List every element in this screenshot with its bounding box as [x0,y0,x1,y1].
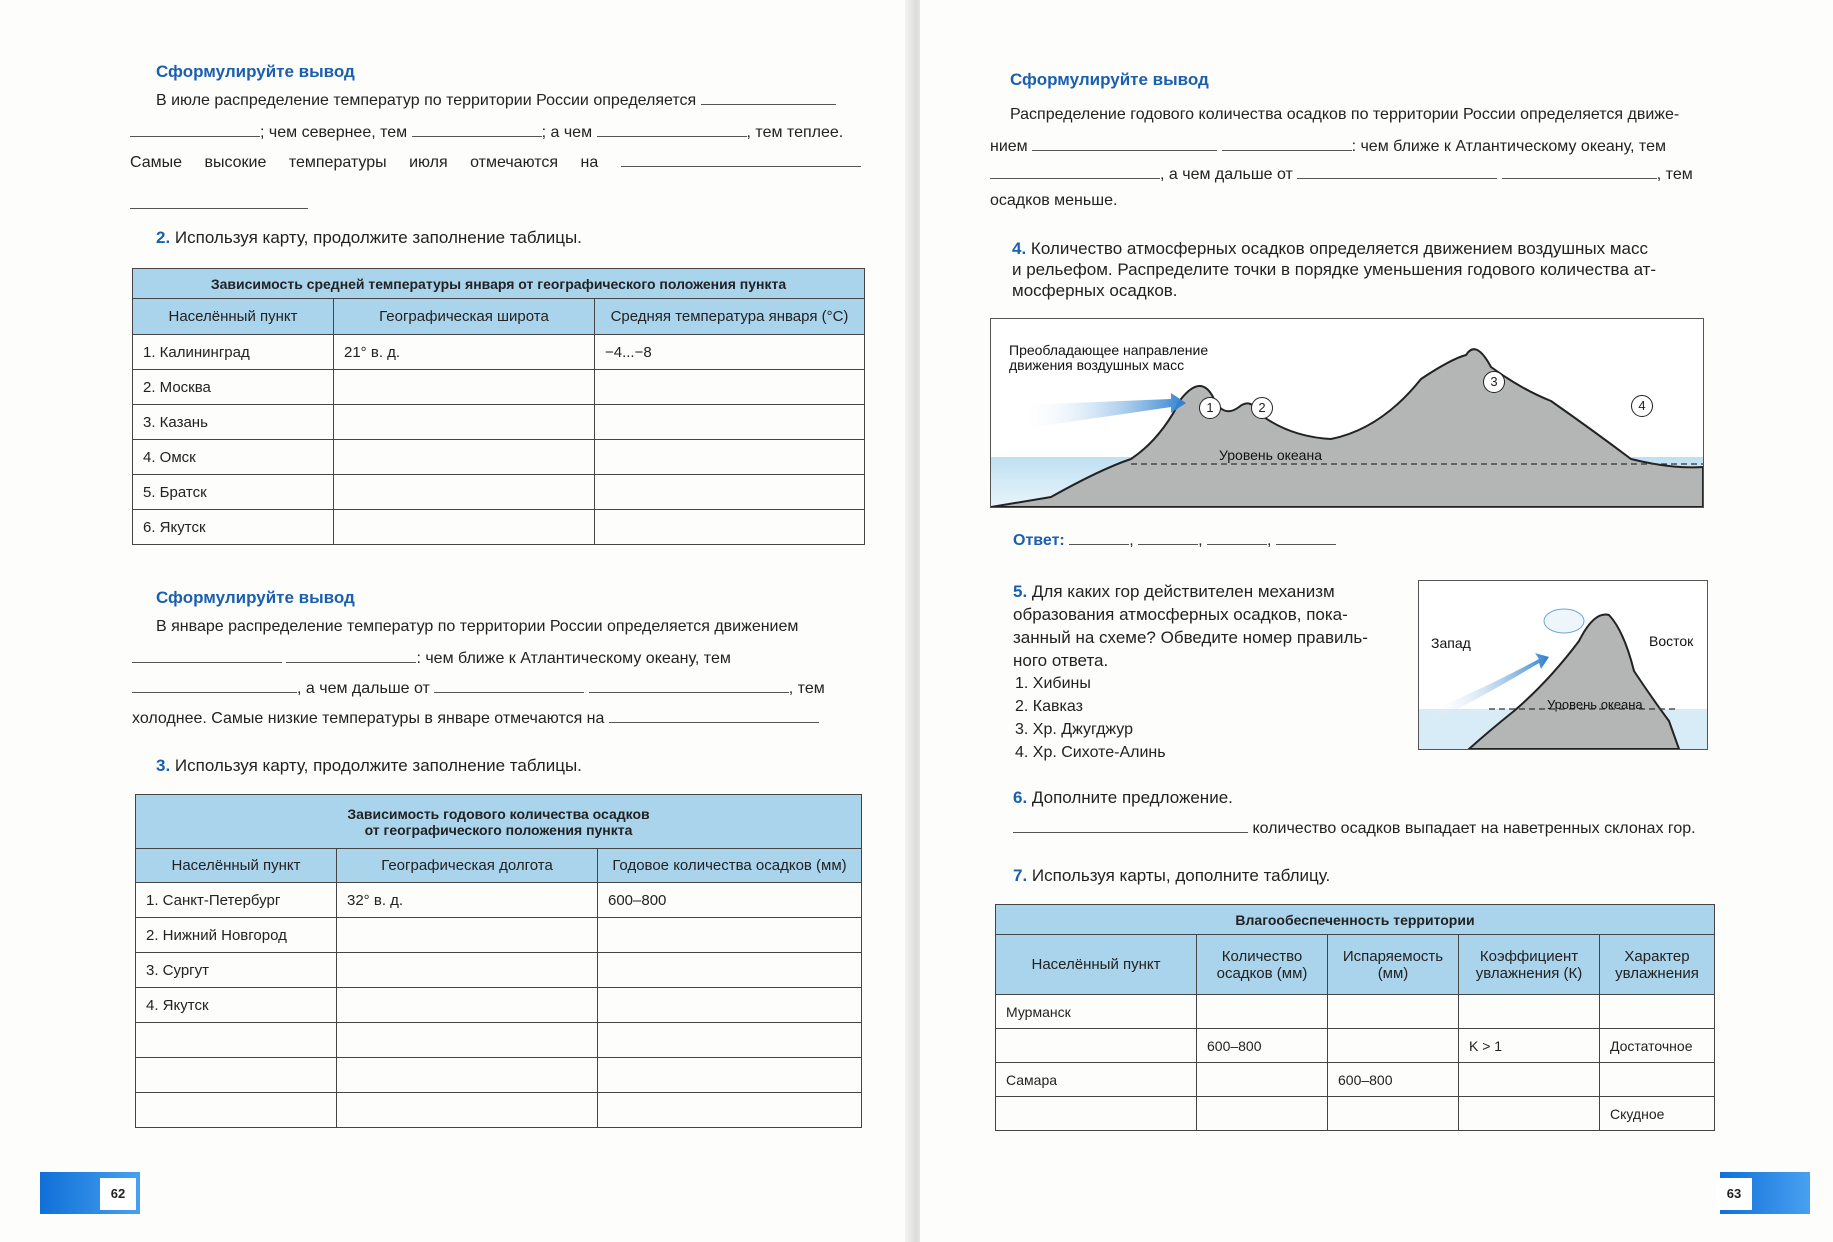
cell-precipitation[interactable] [598,953,862,988]
task2-prompt: 2. Используя карту, продолжите заполнение таблицы. [156,228,582,247]
sea-level-label: Уровень океана [1219,447,1322,463]
table-row [133,405,865,440]
table-title: Влагообеспеченность территории [996,905,1715,935]
conclusion1-line3: Самые высокие температуры июля отмечаются на [130,152,861,172]
cell-city[interactable] [136,1023,337,1058]
table-row [136,1058,862,1093]
cell-latitude[interactable] [334,370,595,405]
page-number: 62 [100,1178,136,1210]
column-header: Годовое количества осадков (мм) [598,849,862,883]
cell-temperature[interactable] [595,510,865,545]
cell-evaporation[interactable] [1328,1029,1459,1063]
table-row [996,1029,1715,1063]
table-annual-precipitation [135,794,862,1128]
cell-city: Мурманск [996,995,1197,1029]
task4-answer: Ответ: , , , [1013,530,1336,550]
cell-longitude[interactable] [337,1023,598,1058]
cell-latitude[interactable] [334,510,595,545]
cell-precipitation[interactable]: 600–800 [598,883,862,918]
conclusion-heading-3: Сформулируйте вывод [1010,70,1209,89]
cell-longitude[interactable] [337,1093,598,1128]
blank-field[interactable] [1032,136,1217,151]
orographic-diagram [1418,580,1708,750]
cell-city: 5. Братск [133,475,334,510]
cell-precipitation[interactable] [598,918,862,953]
task3-prompt: 3. Используя карту, продолжите заполнение таблицы. [156,756,582,775]
blank-field[interactable] [1222,136,1352,151]
cell-city[interactable] [136,1093,337,1128]
cell-longitude[interactable] [337,918,598,953]
blank-field[interactable] [589,678,789,693]
table-row [133,440,865,475]
task6-prompt: 6. Дополните предложение. [1013,788,1233,807]
cell-city: 2. Москва [133,370,334,405]
point-marker: 1 [1199,397,1221,419]
sea-level-label: Уровень океана [1547,697,1643,712]
blank-field[interactable] [132,648,282,663]
orographic-illustration [1419,581,1707,749]
cell-city[interactable] [996,1029,1197,1063]
cell-precipitation[interactable] [1197,995,1328,1029]
relief-precipitation-diagram [990,318,1704,508]
cell-coefficient[interactable] [1459,1097,1600,1131]
cell-precipitation[interactable] [598,1058,862,1093]
option-item[interactable]: 4. Хр. Сихоте-Алинь [1015,744,1166,761]
cell-precipitation[interactable] [598,1093,862,1128]
cell-moisture: Скудное [1600,1097,1715,1131]
table-row [133,510,865,545]
table-row [136,953,862,988]
task4-prompt: 4. Количество атмосферных осадков определяется движением воздушных масс и рельефом. Распределите точки в порядке уменьшения годового количества ат- мосферных осадков. [1012,239,1657,300]
cell-latitude[interactable] [334,440,595,475]
cell-temperature[interactable] [595,370,865,405]
conclusion2-line4: холоднее. Самые низкие температуры в январе отмечаются на [132,708,819,728]
table-january-temperature [132,268,865,545]
table-moisture [995,904,1715,1131]
blank-field[interactable] [701,90,836,105]
column-header: Количество осадков (мм) [1197,935,1328,995]
column-header: Характер увлажнения [1600,935,1715,995]
conclusion1-line2: ; чем севернее, тем ; а чем , тем теплее. [130,122,843,142]
column-header: Испаряемость (мм) [1328,935,1459,995]
cell-temperature[interactable]: −4...−8 [595,335,865,370]
answer-blank[interactable] [1207,530,1267,545]
right-page [920,0,1833,1242]
conclusion3-line2: нием : чем ближе к Атлантическому океану, тем [990,138,1666,155]
cell-evaporation[interactable] [1328,1097,1459,1131]
cell-city: 1. Калининград [133,335,334,370]
conclusion1-line1: В июле распределение температур по территории России определяется [156,90,836,110]
cell-coefficient[interactable] [1459,995,1600,1029]
column-header: Населённый пункт [136,849,337,883]
cell-city[interactable] [996,1097,1197,1131]
column-header: Коэффициент увлажнения (К) [1459,935,1600,995]
cell-latitude[interactable] [334,475,595,510]
cell-precipitation: 600–800 [1197,1029,1328,1063]
cell-precipitation[interactable] [1197,1097,1328,1131]
cell-moisture[interactable] [1600,995,1715,1029]
cell-longitude[interactable] [337,953,598,988]
option-item[interactable]: 1. Хибины [1015,675,1091,692]
blank-field[interactable] [1297,164,1497,179]
blank-field[interactable] [609,708,819,723]
task7-prompt: 7. Используя карты, дополните таблицу. [1013,866,1331,885]
option-item[interactable]: 3. Хр. Джугджур [1015,721,1134,738]
table-row [136,1093,862,1128]
table-row [996,1097,1715,1131]
table-title: Зависимость средней температуры января от географического положения пункта [133,269,865,299]
answer-blank[interactable] [1138,530,1198,545]
cell-moisture: Достаточное [1600,1029,1715,1063]
cell-precipitation[interactable] [598,988,862,1023]
table-row [996,995,1715,1029]
cell-city: 6. Якутск [133,510,334,545]
table-row [136,1023,862,1058]
air-direction-label: Преобладающее направление движения воздушных масс [1009,342,1209,373]
task6-sentence: количество осадков выпадает на наветренных склонах гор. [1013,818,1696,838]
cell-longitude[interactable] [337,988,598,1023]
conclusion-heading-2: Сформулируйте вывод [156,588,355,607]
table-row [996,1063,1715,1097]
table-row [133,475,865,510]
blank-field[interactable] [286,648,416,663]
table-row [136,918,862,953]
cell-city: 4. Якутск [136,988,337,1023]
conclusion3-line4: осадков меньше. [990,192,1118,209]
table-row [133,370,865,405]
cell-city: 4. Омск [133,440,334,475]
cell-city: 3. Казань [133,405,334,440]
cell-precipitation[interactable] [598,1023,862,1058]
blank-field[interactable] [1013,818,1248,833]
cell-evaporation: 600–800 [1328,1063,1459,1097]
blank-field[interactable] [434,678,584,693]
table-title: Зависимость годового количества осадков от географического положения пункта [136,795,862,849]
blank-field[interactable] [130,194,308,209]
conclusion2-line3: , а чем дальше от , тем [132,678,825,698]
cell-city: Самара [996,1063,1197,1097]
column-header: Населённый пункт [996,935,1197,995]
cell-latitude[interactable] [334,405,595,440]
point-marker: 2 [1251,397,1273,419]
blank-field[interactable] [132,678,297,693]
west-label: Запад [1431,635,1471,651]
point-marker: 4 [1631,395,1653,417]
east-label: Восток [1649,633,1694,649]
blank-field[interactable] [990,164,1160,179]
column-header: Средняя температура января (°С) [595,299,865,335]
blank-field[interactable] [130,122,260,137]
cell-latitude[interactable]: 21° в. д. [334,335,595,370]
cell-evaporation[interactable] [1328,995,1459,1029]
conclusion3-line1: Распределение годового количества осадков по территории России определяется движе- [1010,106,1680,123]
cell-temperature[interactable] [595,440,865,475]
cell-coefficient: K > 1 [1459,1029,1600,1063]
table-row [136,883,862,918]
cell-precipitation[interactable] [1197,1063,1328,1097]
column-header: Населённый пункт [133,299,334,335]
answer-blank[interactable] [1069,530,1129,545]
blank-field[interactable] [621,152,861,167]
answer-blank[interactable] [1276,530,1336,545]
cell-city: 2. Нижний Новгород [136,918,337,953]
task5-options [1015,672,1166,764]
conclusion2-line1: В январе распределение температур по территории России определяется движением [156,618,799,635]
column-header: Географическая широта [334,299,595,335]
cell-coefficient[interactable] [1459,1063,1600,1097]
cell-city[interactable] [136,1058,337,1093]
conclusion2-line2: : чем ближе к Атлантическому океану, тем [132,648,731,668]
cell-longitude[interactable]: 32° в. д. [337,883,598,918]
table-row [136,988,862,1023]
column-header: Географическая долгота [337,849,598,883]
cell-temperature[interactable] [595,475,865,510]
point-marker: 3 [1483,371,1505,393]
blank-field[interactable] [1502,164,1657,179]
conclusion-heading-1: Сформулируйте вывод [156,62,355,81]
page-number: 63 [1716,1178,1752,1210]
cell-temperature[interactable] [595,405,865,440]
blank-field[interactable] [597,122,747,137]
conclusion3-line3: , а чем дальше от , тем [990,164,1693,184]
cell-longitude[interactable] [337,1058,598,1093]
task5-prompt: 5. Для каких гор действителен механизм образования атмосферных осадков, пока- занный на схеме? Обведите номер правиль- ного ответа. [1013,582,1368,670]
cell-city: 3. Сургут [136,953,337,988]
option-item[interactable]: 2. Кавказ [1015,698,1083,715]
left-page [0,0,910,1242]
blank-field[interactable] [412,122,542,137]
cell-moisture[interactable] [1600,1063,1715,1097]
table-row [133,335,865,370]
cell-city: 1. Санкт-Петербург [136,883,337,918]
